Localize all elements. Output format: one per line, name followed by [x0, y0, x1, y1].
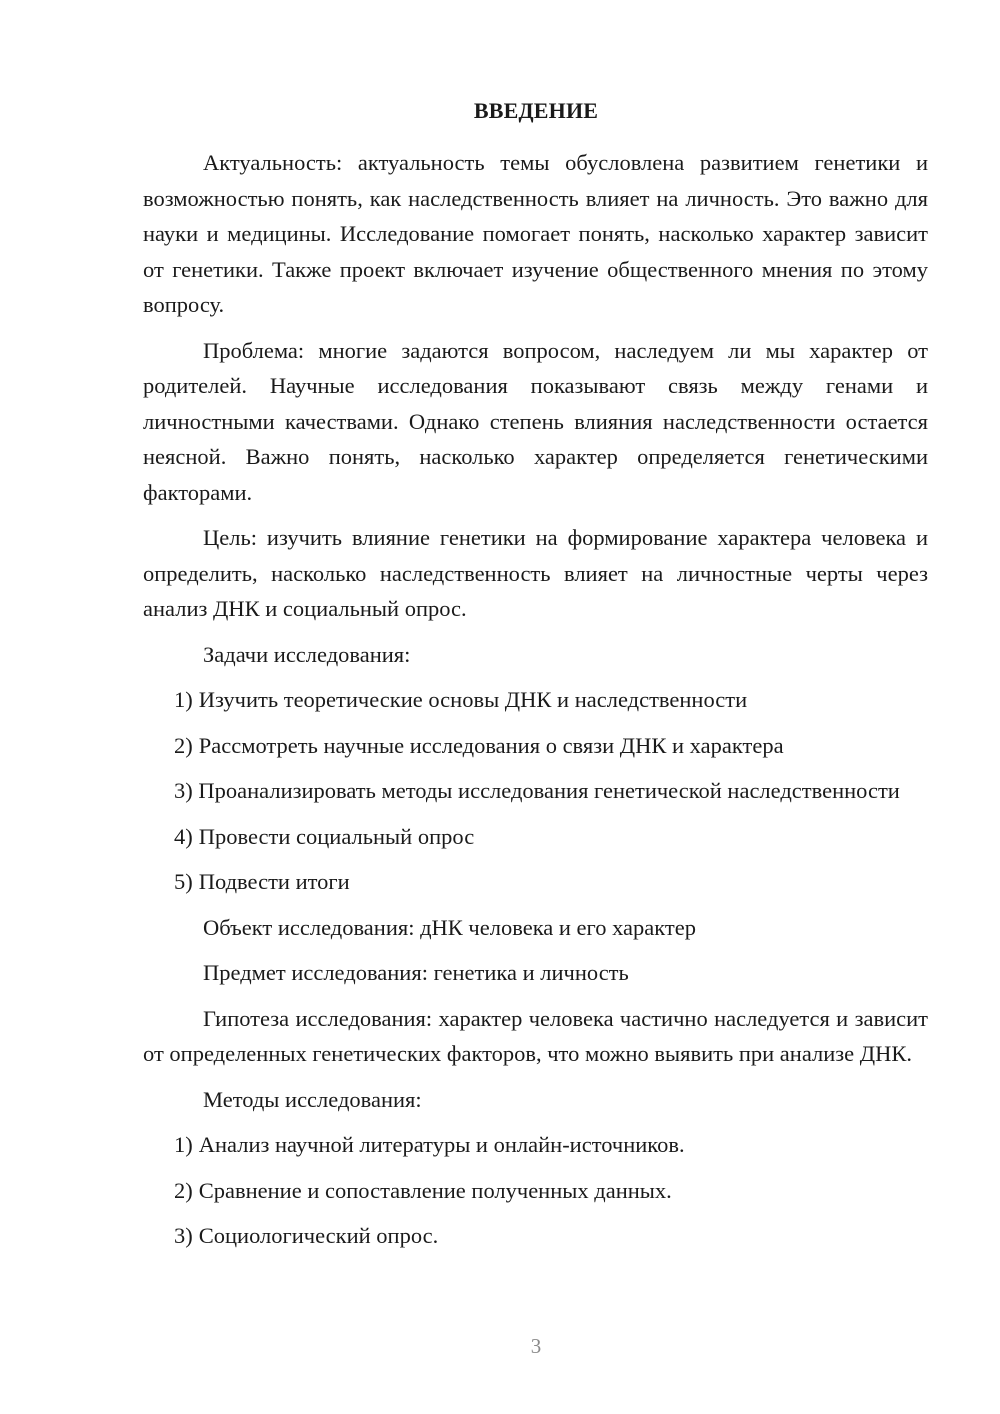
list-number: 5): [174, 869, 193, 894]
list-number: 3): [174, 778, 193, 803]
relevance-paragraph: Актуальность: актуальность темы обусловлена развитием генетики и возможностью понять, как наследственность влияет на личность. Это важно для науки и медицины. Исследование помогает понять, насколько характер зависит от генетики. Также проект включает изучение общественного мнения по этому вопросу.: [143, 150, 928, 317]
list-number: 2): [174, 1177, 193, 1203]
list-number: 3): [174, 1223, 193, 1248]
hypothesis-paragraph: Гипотеза исследования: характер человека частично наследуется и зависит от определенных генетических факторов, что можно выявить при анализе ДНК.: [143, 1005, 928, 1066]
list-number: 1): [174, 687, 193, 712]
methods-heading: Методы исследования:: [203, 1086, 422, 1112]
list-number: 4): [174, 823, 193, 849]
list-item-text: Социологический опрос.: [198, 1223, 439, 1248]
task-item-3: [143, 773, 928, 809]
list-item-text: Изучить теоретические основы ДНК и наследственности: [198, 687, 748, 712]
task-item-5: [143, 864, 928, 900]
list-item-text: Подвести итоги: [198, 869, 350, 894]
list-item-text: Сравнение и сопоставление полученных данных.: [198, 1177, 672, 1203]
list-item-text: Анализ научной литературы и онлайн-источников.: [198, 1132, 685, 1157]
task-item-1: [143, 682, 928, 718]
tasks-heading: Задачи исследования:: [203, 641, 411, 667]
object-paragraph: Объект исследования: дНК человека и его характер: [203, 914, 696, 940]
list-number: 1): [174, 1132, 193, 1157]
task-item-4: [143, 819, 928, 855]
task-item-2: [143, 728, 928, 764]
method-item-2: [143, 1173, 928, 1209]
method-item-3: [143, 1218, 928, 1254]
goal-paragraph: Цель: изучить влияние генетики на формирование характера человека и определить, насколько наследственность влияет на личностные черты через анализ ДНК и социальный опрос.: [143, 525, 928, 621]
method-item-1: [143, 1127, 928, 1163]
list-item-text: Рассмотреть научные исследования о связи ДНК и характера: [198, 732, 784, 758]
list-item-text: Проанализировать методы исследования генетической наследственности: [198, 778, 900, 803]
body-text: [143, 145, 928, 1264]
problem-paragraph: Проблема: многие задаются вопросом, наследуем ли мы характер от родителей. Научные исследования показывают связь между генами и личностными качествами. Однако степень влияния наследственности остается неясной. Важно понять, насколько характер определяется генетическими факторами.: [143, 337, 928, 505]
page-title: ВВЕДЕНИЕ: [473, 98, 599, 123]
subject-paragraph: Предмет исследования: генетика и личность: [203, 960, 629, 985]
list-number: 2): [174, 732, 193, 758]
list-item-text: Провести социальный опрос: [198, 823, 475, 849]
page-number: 3: [530, 1334, 542, 1358]
